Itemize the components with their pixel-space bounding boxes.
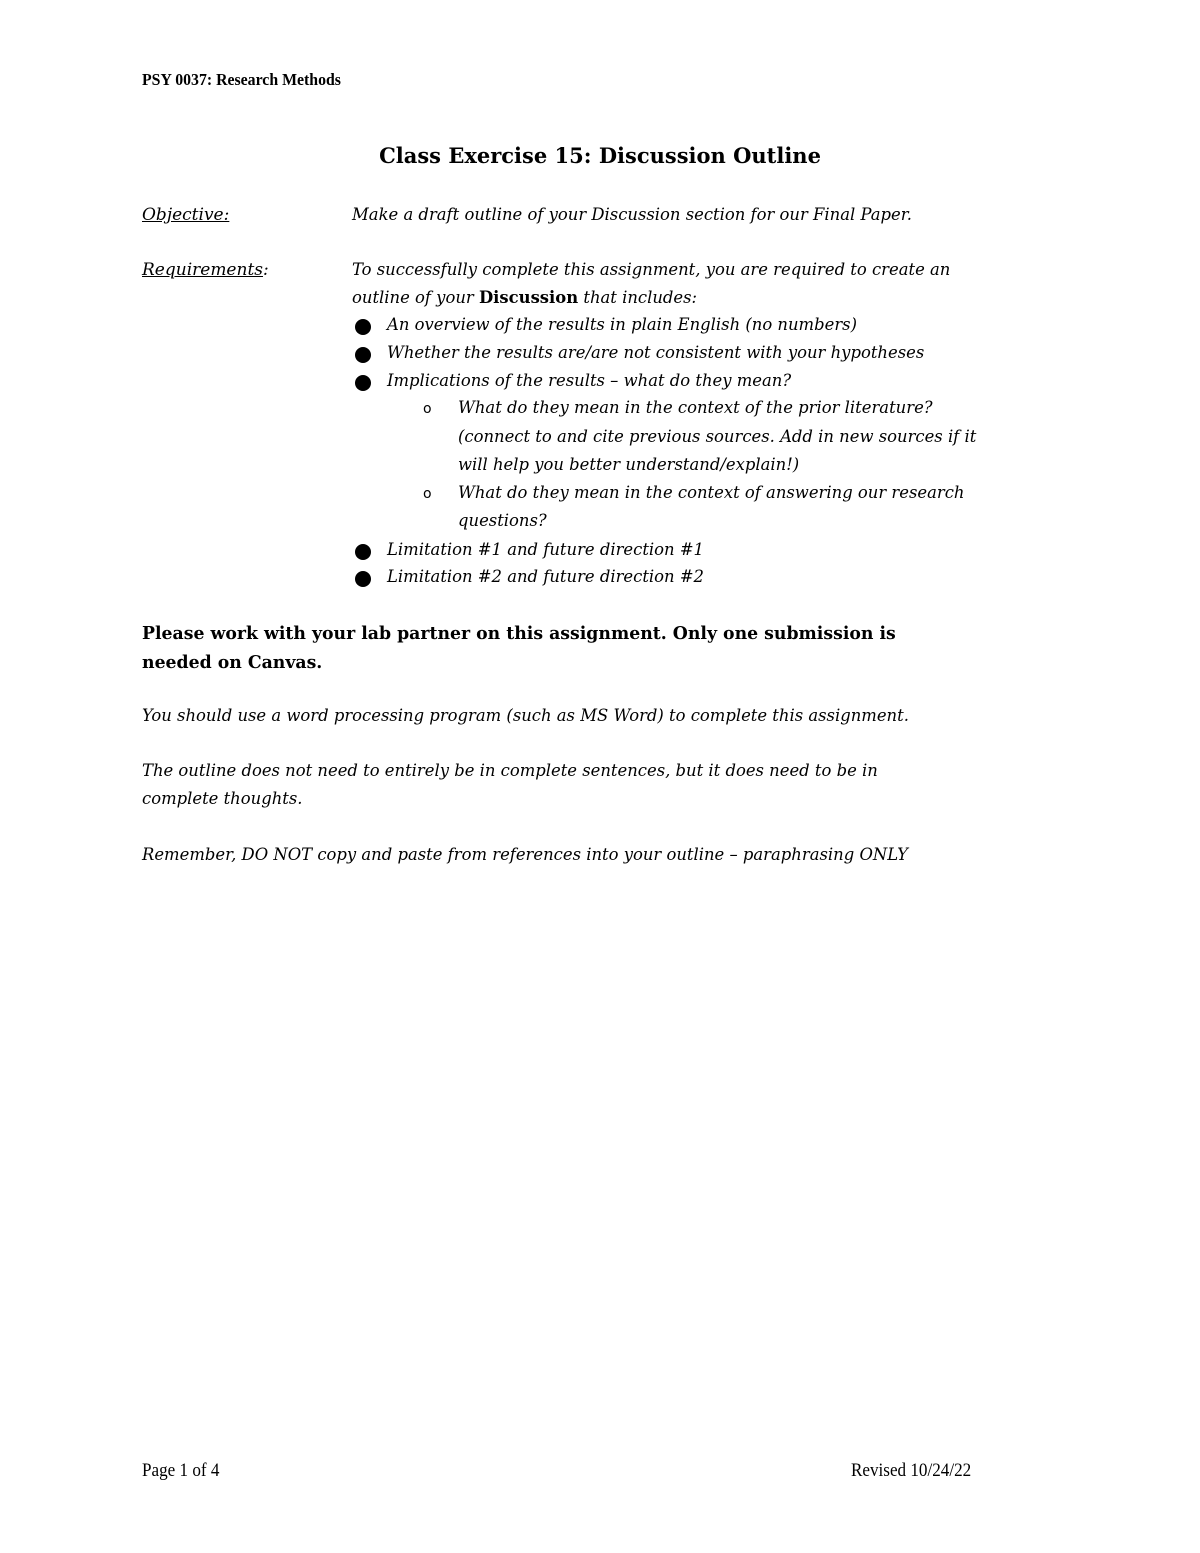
- sub-bullet-marker: o: [423, 401, 432, 417]
- bullet-dot: [355, 544, 371, 560]
- requirement-bullet-4: Limitation #1 and future direction #1: [387, 540, 705, 560]
- partner-note-line-1: Please work with your lab partner on this assignment. Only one submission is: [142, 623, 896, 644]
- page-title: Class Exercise 15: Discussion Outline: [379, 143, 821, 168]
- sub-bullet-marker: o: [423, 486, 432, 502]
- remember-note: Remember, DO NOT copy and paste from references into your outline – paraphrasing ONLY: [142, 845, 908, 865]
- requirements-label: Requirements:: [142, 260, 269, 280]
- requirements-intro-line2: outline of your Discussion that includes:: [352, 288, 698, 308]
- bullet-dot: [355, 571, 371, 587]
- bullet-dot: [355, 319, 371, 335]
- requirements-intro-line1: To successfully complete this assignment, you are required to create an: [352, 260, 951, 280]
- sub-item-1-line-3: will help you better understand/explain!): [458, 455, 800, 475]
- running-header: PSY 0037: Research Methods: [142, 70, 341, 89]
- outline-note-line-1: The outline does not need to entirely be in complete sentences, but it does need to be in: [142, 761, 878, 781]
- word-processing-note: You should use a word processing program (such as MS Word) to complete this assignment.: [142, 706, 909, 726]
- requirement-bullet-2: Whether the results are/are not consistent with your hypotheses: [387, 343, 925, 363]
- bullet-dot: [355, 375, 371, 391]
- sub-item-2-line-2: questions?: [458, 511, 547, 531]
- requirement-bullet-1: An overview of the results in plain English (no numbers): [387, 315, 858, 335]
- outline-note-line-2: complete thoughts.: [142, 789, 303, 809]
- sub-item-1-line-1: What do they mean in the context of the prior literature?: [458, 398, 933, 418]
- sub-item-2-line-1: What do they mean in the context of answering our research: [458, 483, 965, 503]
- objective-text: Make a draft outline of your Discussion section for our Final Paper.: [352, 205, 913, 225]
- requirement-bullet-5: Limitation #2 and future direction #2: [387, 567, 705, 587]
- page-number: Page 1 of 4: [142, 1460, 220, 1481]
- sub-item-1-line-2: (connect to and cite previous sources. Add in new sources if it: [458, 427, 977, 447]
- requirement-bullet-3: Implications of the results – what do they mean?: [387, 371, 792, 391]
- objective-label: Objective:: [142, 205, 230, 225]
- partner-note-line-2: needed on Canvas.: [142, 652, 323, 673]
- revised-date: Revised 10/24/22: [851, 1460, 972, 1481]
- bullet-dot: [355, 347, 371, 363]
